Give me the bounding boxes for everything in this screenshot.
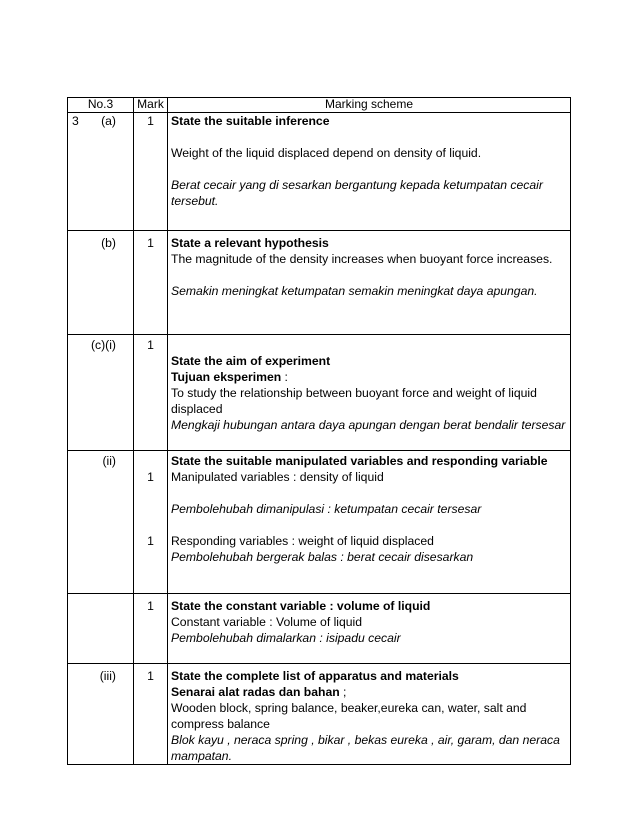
responding-translation: Pembolehubah bergerak balas : berat cecair disesarkan (171, 550, 474, 564)
question-cell (68, 335, 134, 451)
answer-text: Constant variable : Volume of liquid (171, 615, 363, 629)
list-label: Senarai alat radas dan bahan (171, 685, 340, 699)
criterion-heading: State the suitable inference (171, 114, 330, 128)
mark-cell: 1 (134, 231, 168, 335)
sub-question: (ii) (102, 454, 116, 468)
sub-question: (iii) (99, 669, 116, 683)
criterion-heading: State the suitable manipulated variables and responding variable (171, 454, 548, 468)
answer-text: The magnitude of the density increases when buoyant force increases. (171, 252, 553, 266)
manipulated-translation: Pembolehubah dimanipulasi : ketumpatan cecair tersesar (171, 502, 482, 516)
header-row (68, 98, 571, 113)
criterion-heading: State the aim of experiment (171, 354, 331, 368)
answer-text: To study the relationship between buoyant force and weight of liquid displaced (171, 386, 537, 416)
scheme-cell (168, 594, 571, 664)
question-cell (68, 664, 134, 765)
mark-cell: 1 (134, 664, 168, 765)
row-ii (68, 451, 571, 594)
answer-translation: Pembolehubah dimalarkan : isipadu cecair (171, 631, 401, 645)
manipulated-variable: Manipulated variables : density of liquid (171, 470, 384, 484)
aim-line (171, 369, 567, 385)
mark-manipulated: 1 (147, 470, 154, 484)
responding-variable: Responding variables : weight of liquid displaced (171, 534, 434, 548)
sub-question: (a) (101, 114, 116, 128)
row-constant (68, 594, 571, 664)
mark-cell: 1 (134, 594, 168, 664)
answer-text: Weight of the liquid displaced depend on density of liquid. (171, 146, 482, 160)
criterion-heading: State the constant variable : volume of liquid (171, 599, 431, 613)
answer-translation: Berat cecair yang di sesarkan bergantung kepada ketumpatan cecair tersebut. (171, 178, 543, 208)
question-cell (68, 594, 134, 664)
mark-cell: 1 (134, 113, 168, 231)
question-cell (68, 113, 134, 231)
header-no: No.3 (68, 98, 134, 113)
criterion-heading: State the complete list of apparatus and materials (171, 669, 459, 683)
question-cell (68, 451, 134, 594)
aim-label: Tujuan eksperimen (171, 370, 282, 384)
row-a (68, 113, 571, 231)
question-number: 3 (72, 114, 79, 128)
row-iii (68, 664, 571, 765)
sub-question: (c)(i) (90, 338, 116, 352)
header-scheme: Marking scheme (168, 98, 571, 113)
scheme-cell (168, 113, 571, 231)
scheme-cell (168, 451, 571, 594)
row-c-i (68, 335, 571, 451)
scheme-cell (168, 231, 571, 335)
list-colon: ; (339, 685, 347, 699)
scheme-cell (168, 335, 571, 451)
answer-translation: Blok kayu , neraca spring , bikar , bekas eureka , air, garam, dan neraca mampatan. (171, 733, 560, 763)
list-line (171, 684, 567, 700)
header-mark: Mark (134, 98, 168, 113)
mark-cell: 1 (134, 335, 168, 451)
answer-translation: Semakin meningkat ketumpatan semakin meningkat daya apungan. (171, 284, 538, 298)
marking-scheme-table (67, 97, 571, 765)
aim-colon: : (281, 370, 288, 384)
mark-responding: 1 (147, 534, 154, 548)
answer-text: Wooden block, spring balance, beaker,eureka can, water, salt and compress balance (171, 701, 527, 731)
scheme-cell (168, 664, 571, 765)
mark-cell (134, 451, 168, 594)
answer-translation: Mengkaji hubungan antara daya apungan dengan berat bendalir tersesar (171, 418, 566, 432)
row-b (68, 231, 571, 335)
sub-question: (b) (101, 236, 116, 250)
question-cell (68, 231, 134, 335)
criterion-heading: State a relevant hypothesis (171, 236, 329, 250)
